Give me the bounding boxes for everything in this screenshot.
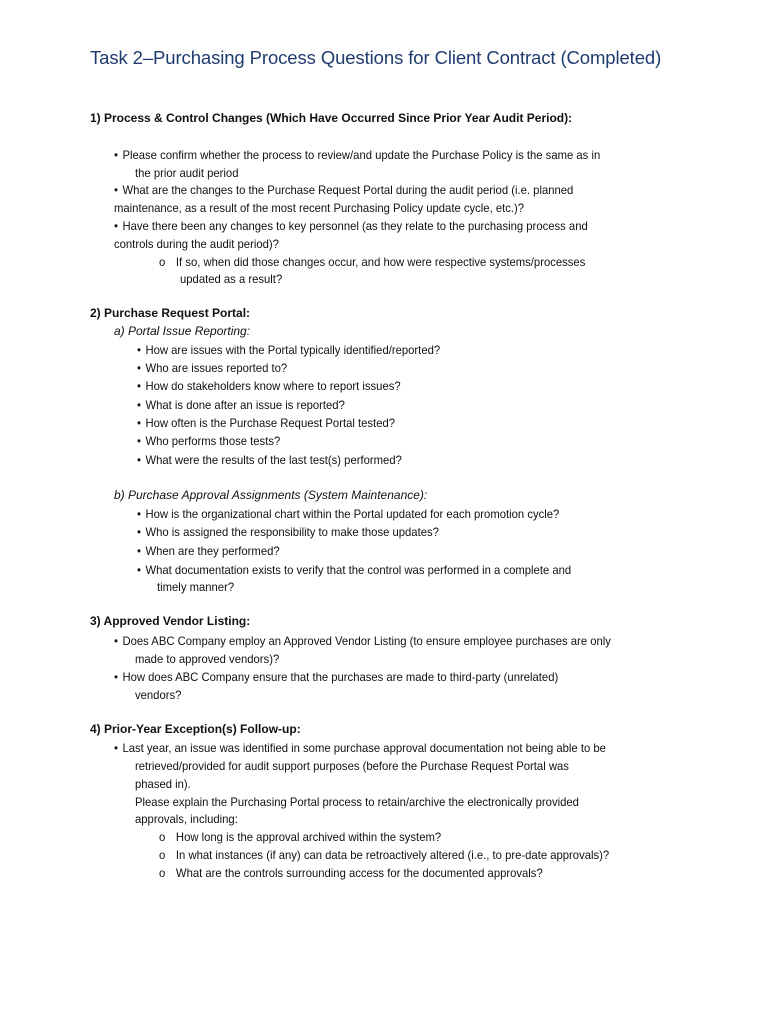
bullet-icon: • (137, 416, 141, 430)
s2b-bullet-4: • What documentation exists to verify that the control was performed in a complete and (137, 563, 572, 577)
s1-bullet-3: • Have there been any changes to key personnel (as they relate to the purchasing process and (114, 219, 588, 233)
bullet-icon: • (114, 634, 118, 648)
bullet-icon: • (137, 398, 141, 412)
section-1-heading: 1) Process & Control Changes (Which Have Occurred Since Prior Year Audit Period): (90, 111, 573, 125)
bullet-icon: • (114, 148, 118, 162)
s2b-bullet-2: • Who is assigned the responsibility to make those updates? (137, 525, 439, 539)
bullet-icon: • (137, 563, 141, 577)
s1-bullet-1-cont: the prior audit period (135, 166, 239, 180)
bullet-icon: • (114, 741, 118, 755)
s2a-bullet-6: • Who performs those tests? (137, 434, 281, 448)
s1-bullet-1: • Please confirm whether the process to review/and update the Purchase Policy is the same as in (114, 148, 601, 162)
s4-paragraph-cont: approvals, including: (135, 812, 238, 826)
circle-bullet-icon: o (159, 830, 166, 844)
s2b-bullet-3: • When are they performed? (137, 544, 280, 558)
s4-sub-bullet-1: o How long is the approval archived within the system? (159, 830, 442, 844)
circle-bullet-icon: o (159, 255, 166, 269)
s3-bullet-1-cont: made to approved vendors)? (135, 652, 280, 666)
bullet-icon: • (137, 361, 141, 375)
section-2b-heading: b) Purchase Approval Assignments (System Maintenance): (114, 488, 428, 502)
bullet-icon: • (114, 670, 118, 684)
s2b-bullet-1: • How is the organizational chart within the Portal updated for each promotion cycle? (137, 507, 560, 521)
bullet-icon: • (137, 379, 141, 393)
s1-bullet-2-cont: maintenance, as a result of the most recent Purchasing Policy update cycle, etc.)? (114, 201, 525, 215)
s4-bullet-1-cont-1: retrieved/provided for audit support purposes (before the Purchase Request Portal was (135, 759, 569, 773)
s4-sub-bullet-2: o In what instances (if any) can data be retroactively altered (i.e., to pre-date approvals)? (159, 848, 610, 862)
document-title: Task 2–Purchasing Process Questions for Client Contract (Completed) (90, 47, 662, 68)
s2a-bullet-7: • What were the results of the last test(s) performed? (137, 453, 402, 467)
s1-bullet-2: • What are the changes to the Purchase Request Portal during the audit period (i.e. planned (114, 183, 574, 197)
s2a-bullet-1: • How are issues with the Portal typically identified/reported? (137, 343, 441, 357)
section-4-heading: 4) Prior-Year Exception(s) Follow-up: (90, 722, 301, 736)
s4-bullet-1-cont-2: phased in). (135, 777, 191, 791)
s4-bullet-1: • Last year, an issue was identified in some purchase approval documentation not being able to be (114, 741, 606, 755)
bullet-icon: • (137, 507, 141, 521)
bullet-icon: • (137, 453, 141, 467)
bullet-icon: • (114, 183, 118, 197)
s2a-bullet-5: • How often is the Purchase Request Portal tested? (137, 416, 396, 430)
section-2-heading: 2) Purchase Request Portal: (90, 306, 251, 320)
s2a-bullet-2: • Who are issues reported to? (137, 361, 288, 375)
s4-paragraph: Please explain the Purchasing Portal process to retain/archive the electronically provided (135, 795, 579, 809)
section-2a-heading: a) Portal Issue Reporting: (114, 324, 251, 338)
s4-sub-bullet-3: o What are the controls surrounding access for the documented approvals? (159, 866, 543, 880)
s3-bullet-2-cont: vendors? (135, 688, 182, 702)
bullet-icon: • (137, 434, 141, 448)
bullet-icon: • (137, 525, 141, 539)
s2a-bullet-3: • How do stakeholders know where to report issues? (137, 379, 401, 393)
s2a-bullet-4: • What is done after an issue is reported? (137, 398, 345, 412)
s3-bullet-1: • Does ABC Company employ an Approved Vendor Listing (to ensure employee purchases are only (114, 634, 611, 648)
bullet-icon: • (137, 343, 141, 357)
s2b-bullet-4-cont: timely manner? (157, 580, 235, 594)
s1-bullet-3-cont: controls during the audit period)? (114, 237, 279, 251)
s3-bullet-2: • How does ABC Company ensure that the purchases are made to third-party (unrelated) (114, 670, 559, 684)
s1-sub-bullet-1-cont: updated as a result? (180, 272, 283, 286)
circle-bullet-icon: o (159, 848, 166, 862)
s1-sub-bullet-1: o If so, when did those changes occur, and how were respective systems/processes (159, 255, 586, 269)
bullet-icon: • (137, 544, 141, 558)
circle-bullet-icon: o (159, 866, 166, 880)
section-3-heading: 3) Approved Vendor Listing: (90, 614, 251, 628)
bullet-icon: • (114, 219, 118, 233)
